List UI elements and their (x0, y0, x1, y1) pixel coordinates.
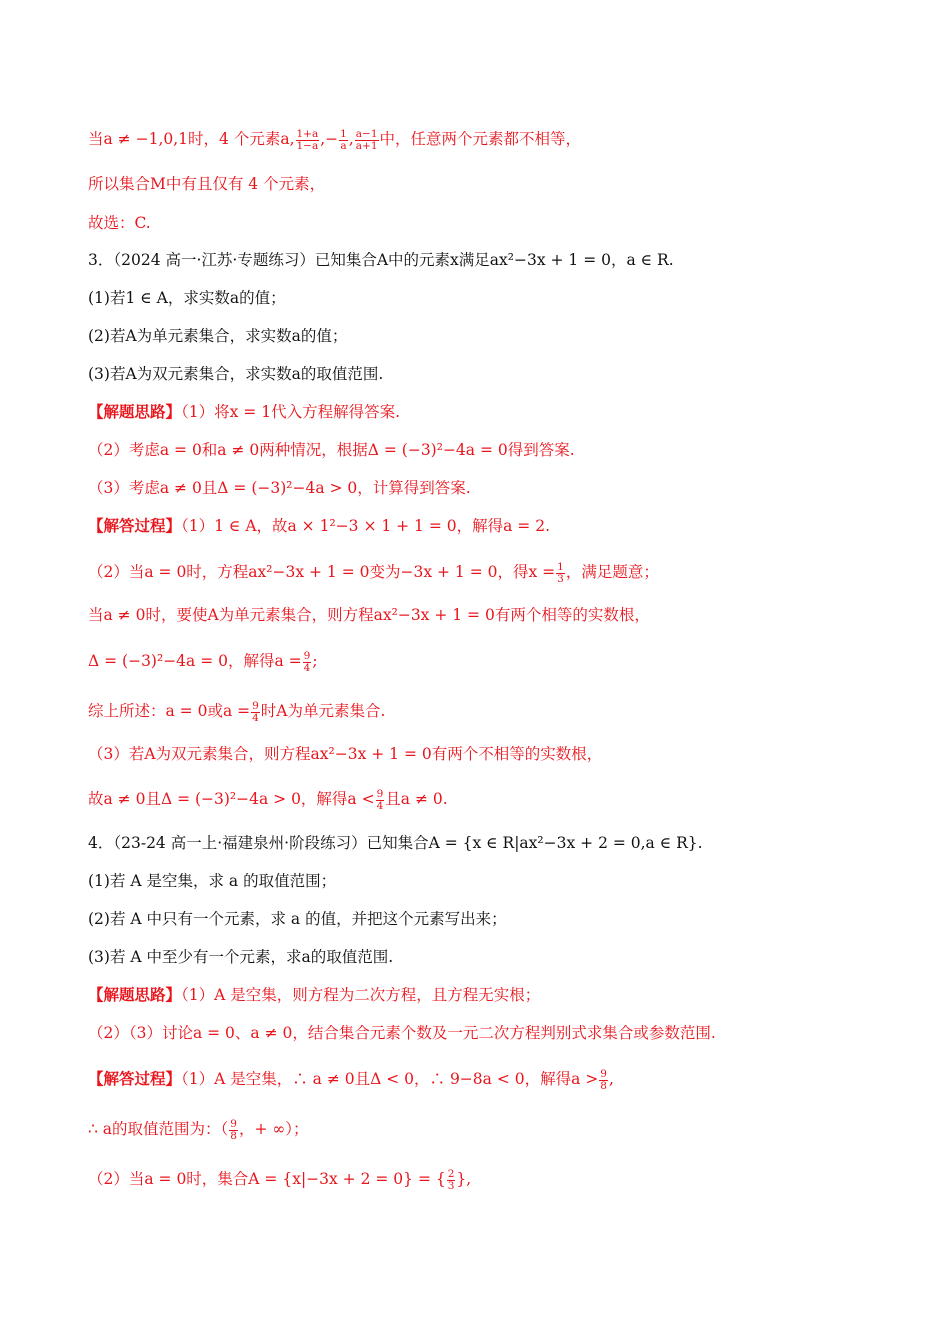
fraction (355, 129, 379, 152)
text-line (88, 1118, 309, 1142)
text-line (88, 249, 674, 271)
fraction-numerator: 9 (230, 1117, 237, 1130)
fraction (229, 1119, 238, 1142)
text-line (88, 870, 336, 892)
text-line (88, 908, 507, 930)
section-label: 【解题思路】 (88, 402, 182, 421)
line-text: （2）（3）讨论a = 0、a ≠ 0，结合集合元素个数及一元二次方程判别式求集合或参数范围. (88, 1024, 716, 1042)
text-line (88, 1022, 716, 1044)
line-text: (1)若 A 是空集，求 a 的取值范围； (88, 872, 337, 890)
math-expression: , (348, 130, 354, 148)
line-text: 时A为单元素集合. (260, 702, 386, 720)
fraction-denominator: 3 (447, 1179, 455, 1192)
line-text: 故选：C. (88, 214, 151, 232)
fraction (251, 701, 260, 724)
line-text: （1）A 是空集，∴ a ≠ 0且Δ < 0，∴ 9−8a < 0，解得a > (181, 1070, 599, 1088)
fraction-numerator: 1 (557, 560, 564, 573)
line-text: （1）将x = 1代入方程解得答案. (181, 403, 400, 421)
line-text: 当a ≠ 0时，要使A为单元素集合，则方程ax²−3x + 1 = 0有两个相等的实数根， (88, 606, 650, 624)
fraction-denominator: 1−a (296, 139, 319, 152)
text-line (88, 604, 650, 626)
line-text: 综上所述：a = 0或a = (88, 702, 251, 720)
line-text: ; (312, 652, 318, 670)
line-text: , (608, 1070, 614, 1088)
fraction (303, 651, 312, 674)
fraction-denominator: 4 (252, 711, 259, 724)
line-text: 时，4 个元素 (188, 130, 281, 148)
fraction-denominator: 8 (600, 1079, 607, 1092)
line-text: (3)若 A 中至少有一个元素，求a的取值范围. (88, 948, 394, 966)
text-line (88, 173, 325, 195)
line-text: （3）若A为双元素集合，则方程ax²−3x + 1 = 0有两个不相等的实数根， (88, 745, 603, 763)
line-text: 3．（2024 高一·江苏·专题练习）已知集合A中的元素x满足ax²−3x + 1 = 0，a ∈ R. (88, 251, 674, 269)
line-text: (2)若A为单元素集合，求实数a的值； (88, 327, 348, 345)
section-label: 【解题思路】 (88, 985, 182, 1004)
text-line (88, 363, 383, 385)
fraction-numerator: 9 (252, 699, 259, 712)
text-line (88, 946, 393, 968)
fraction-numerator: 2 (447, 1167, 455, 1180)
text-line (88, 1168, 471, 1192)
line-text: 4．（23-24 高一上·福建泉州·阶段练习）已知集合A = {x ∈ R|ax²−3x + 2 = 0,a ∈ R}. (88, 834, 703, 852)
fraction-denominator: 3 (557, 572, 564, 585)
line-text: (1)若1 ∈ A，求实数a的值； (88, 289, 286, 307)
fraction (447, 1169, 456, 1192)
text-line (88, 743, 602, 765)
line-text: }, (456, 1170, 472, 1188)
math-expression: a, (280, 130, 295, 148)
line-text: 故a ≠ 0且Δ = (−3)²−4a > 0，解得a < (88, 790, 375, 808)
line-text: （3）考虑a ≠ 0且Δ = (−3)²−4a > 0，计算得到答案. (88, 479, 471, 497)
line-text: Δ = (−3)²−4a = 0，解得a = (88, 652, 302, 670)
fraction-denominator: 4 (303, 661, 311, 674)
fraction-numerator: a−1 (355, 127, 378, 140)
text-line (88, 832, 703, 854)
line-text: （1）A 是空集，则方程为二次方程，且方程无实根； (181, 986, 541, 1004)
text-line (88, 984, 540, 1006)
text-line (88, 439, 575, 461)
text-line (88, 561, 659, 585)
section-label: 【解答过程】 (88, 1069, 182, 1088)
text-line (88, 1068, 614, 1092)
fraction-denominator: a+1 (355, 139, 378, 152)
line-text: (2)若 A 中只有一个元素，求 a 的值，并把这个元素写出来； (88, 910, 507, 928)
fraction (296, 129, 320, 152)
fraction (599, 1069, 608, 1092)
text-line (88, 325, 347, 347)
line-text: （2）考虑a = 0和a ≠ 0两种情况，根据Δ = (−3)²−4a = 0得到答案. (88, 441, 575, 459)
line-text: （1）1 ∈ A，故a × 1²−3 × 1 + 1 = 0，解得a = 2. (181, 517, 550, 535)
line-text: 且a ≠ 0. (385, 790, 448, 808)
fraction-denominator: 4 (376, 799, 384, 812)
section-label: 【解答过程】 (88, 516, 182, 535)
fraction (376, 789, 385, 812)
line-text: 当 (88, 130, 104, 148)
text-line (88, 401, 400, 423)
fraction-numerator: 1 (340, 127, 347, 140)
line-text: ，满足题意； (565, 563, 659, 581)
fraction (339, 129, 348, 152)
math-expression: ,− (320, 130, 339, 148)
math-expression: a ≠ −1,0,1 (103, 130, 189, 148)
fraction-denominator: 8 (230, 1129, 237, 1142)
text-line (88, 788, 448, 812)
text-line (88, 212, 151, 234)
line-text: 中，任意两个元素都不相等， (379, 130, 582, 148)
line-text: ∴ a的取值范围为：（ (88, 1120, 229, 1138)
line-text: （2）当a = 0时，方程ax²−3x + 1 = 0变为−3x + 1 = 0，得x = (88, 563, 556, 581)
fraction (556, 562, 565, 585)
line-text: 所以集合M中有且仅有 4 个元素， (88, 175, 326, 193)
text-line (88, 700, 385, 724)
line-text: （2）当a = 0时，集合A = {x|−3x + 2 = 0} = { (88, 1170, 446, 1188)
line-text: ，+ ∞）； (238, 1120, 309, 1138)
text-line (88, 650, 318, 674)
text-line (88, 477, 471, 499)
text-line (88, 287, 286, 309)
fraction-numerator: 9 (600, 1067, 607, 1080)
fraction-numerator: 9 (376, 787, 384, 800)
text-line (88, 128, 581, 152)
fraction-denominator: a (340, 139, 347, 152)
fraction-numerator: 1+a (296, 127, 319, 140)
text-line (88, 515, 550, 537)
fraction-numerator: 9 (303, 649, 311, 662)
line-text: (3)若A为双元素集合，求实数a的取值范围. (88, 365, 384, 383)
